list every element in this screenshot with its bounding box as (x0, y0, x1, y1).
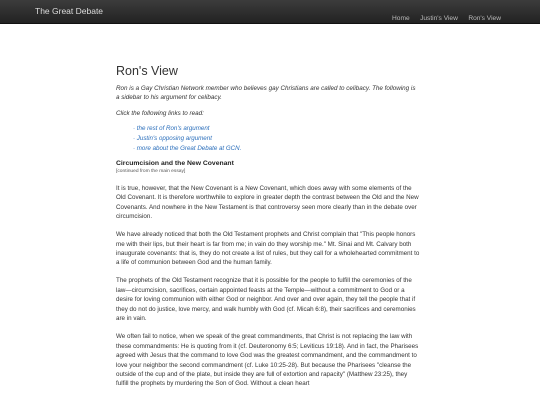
navbar (0, 0, 540, 24)
paragraph: We have already noticed that both the Old Testament prophets and Christ complain that "This people honors me with their lips, but their heart is far from me; in vain do they worship me." Mt. Sinai and Mt. Calvary both inaugurate covenants: that is, they do not create a list of rules, but they call for a wholehearted commitment to a life of communion between God and the human family. (116, 231, 420, 267)
link-rest-of-rons-argument[interactable]: the rest of Ron's argument (136, 124, 210, 132)
page-title: Ron's View (116, 64, 178, 78)
related-links-list (116, 124, 420, 154)
paragraph: It is true, however, that the New Covenant is a New Covenant, which does away with some elements of the Old Covenant. It is therefore worthwhile to explore in greater depth the contrast between the Old and the New Covenants. And nowhere in the New Testament is that controversy seen more clearly than in the debate over circumcision. (116, 184, 419, 221)
page-body (0, 24, 540, 405)
nav-links (386, 7, 501, 25)
continued-note: [continued from the main essay] (116, 168, 186, 174)
paragraph: We often fail to notice, when we speak of the great commandments, that Christ is not replacing the law with these commandments: He is quoting from it (cf. Deuteronomy 6:5; Leviticus 19:18). And in fact, the Pharisees agreed with Jesus that the command to love God was the greatest commandment, and the commandment to love your neighbor the second commandment (cf. Luke 10:25-28). But because the Pharisees "cleanse the outside of the cup and of the plate, but inside they are full of extortion and rapacity" (Matthew 23:25), they fulfill the prophets by murdering the Son of God. Without a clean heart (116, 333, 419, 388)
site-brand[interactable]: The Great Debate (35, 6, 104, 16)
paragraph: The prophets of the Old Testament recognize that it is possible for the people to fulfill the ceremonies of the law—circumcision, sacrifices, certain appointed feasts at the Temple—without a commitment to God or a desire for loving communion with either God or neighbor. And over and over again, they tell the people that if they do not do justice, love mercy, and walk humbly with God (cf. Micah 6:8), their sacrifices and ceremonies are in vain. (116, 277, 416, 323)
bullet-icon: · (133, 124, 137, 132)
nav-link-justins-view[interactable]: Justin's View (420, 15, 458, 22)
list-item (133, 134, 420, 144)
section-title: Circumcision and the New Covenant (116, 159, 234, 167)
links-intro-text: Click the following links to read: (116, 109, 204, 117)
intro-text: Ron is a Gay Christian Network member who believes gay Christians are called to celibacy. The following is a sidebar to his argument for celibacy. (116, 85, 416, 102)
main-content (116, 64, 420, 397)
bullet-icon: · (133, 144, 137, 152)
link-great-debate-gcn[interactable]: more about the Great Debate at GCN. (136, 144, 242, 152)
list-item (133, 144, 420, 154)
link-justins-argument[interactable]: Justin's opposing argument (136, 134, 212, 142)
nav-link-rons-view[interactable]: Ron's View (468, 15, 501, 22)
bullet-icon: · (133, 134, 137, 142)
list-item (133, 124, 420, 134)
nav-link-home[interactable]: Home (392, 15, 410, 22)
